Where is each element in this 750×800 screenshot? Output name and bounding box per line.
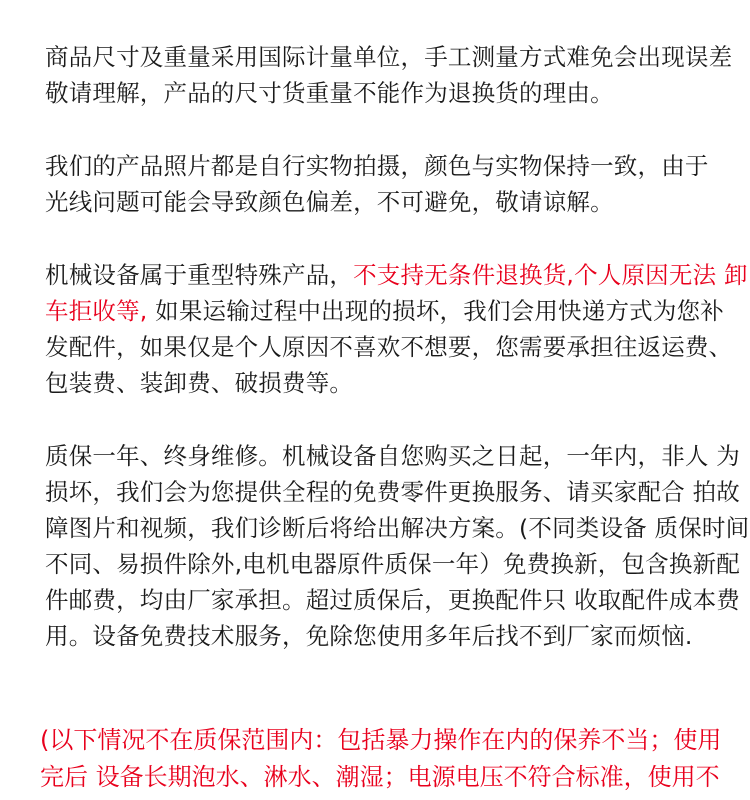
no-return-warning: 不支持无条件退换货,个人原因无法 卸: [353, 261, 748, 289]
measurement-notice-paragraph: [45, 39, 735, 111]
text-line: 光线问题可能会导致颜色偏差，不可避免，敬请谅解。: [45, 188, 614, 216]
return-policy-paragraph: [45, 257, 748, 401]
text-line: 不同、易损件除外,电机电器原件质保一年）免费换新，包含换新配: [45, 550, 740, 578]
text-segment: 如果运输过程中出现的损坏，我们会用快递方式为您补: [147, 297, 724, 325]
warranty-paragraph: [45, 438, 750, 654]
text-line: 商品尺寸及重量采用国际计量单位，手工测量方式难免会出现误差: [45, 43, 733, 71]
text-line: 件邮费，均由厂家承担。超过质保后，更换配件只 收取配件成本费: [45, 586, 740, 614]
warranty-exclusion-notice: [40, 722, 740, 796]
text-line: 质保一年、终身维修。机械设备自您购买之日起，一年内，非人 为: [45, 442, 740, 470]
text-line: 发配件，如果仅是个人原因不喜欢不想要，您需要承担往返运费、: [45, 333, 733, 361]
notice-line: 完后 设备长期泡水、淋水、潮湿；电源电压不符合标准，使用不: [40, 763, 720, 791]
text-line: 障图片和视频，我们诊断后将给出解决方案。(不同类设备 质保时间: [45, 514, 750, 542]
text-line: 损坏，我们会为您提供全程的免费零件更换服务、请买家配合 拍故: [45, 478, 740, 506]
text-segment: 机械设备属于重型特殊产品，: [45, 261, 354, 289]
text-line: [45, 293, 735, 329]
text-line: 包装费、装卸费、破损费等。: [45, 369, 354, 397]
no-return-warning-cont: 车拒收等,: [45, 297, 148, 325]
photo-color-notice-paragraph: [45, 148, 735, 220]
text-line: 用。设备免费技术服务，免除您使用多年后找不到厂家而烦恼.: [45, 622, 693, 650]
notice-line: (以下情况不在质保范围内：包括暴力操作在内的保养不当；使用: [40, 726, 722, 754]
text-line: [45, 257, 748, 293]
text-line: 我们的产品照片都是自行实物拍摄，颜色与实物保持一致，由于: [45, 152, 709, 180]
text-line: 敬请理解，产品的尺寸货重量不能作为退换货的理由。: [45, 79, 614, 107]
